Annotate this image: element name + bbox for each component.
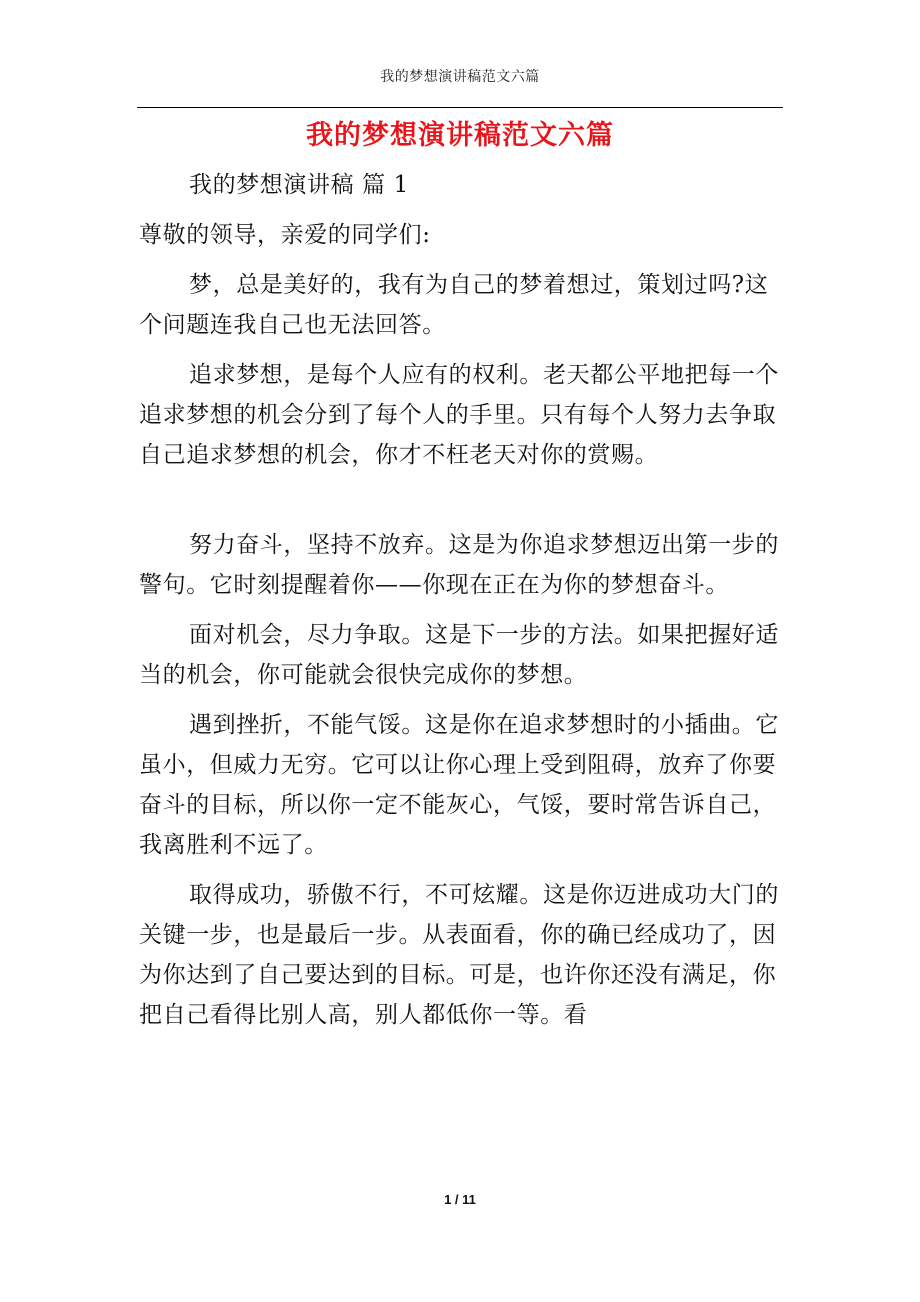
paragraph-1: 梦，总是美好的，我有为自己的梦着想过，策划过吗?这个问题连我自己也无法回答。 bbox=[139, 272, 769, 338]
paragraph-4: 面对机会，尽力争取。这是下一步的方法。如果把握好适当的机会，你可能就会很快完成你的梦想。 bbox=[139, 622, 779, 688]
running-header: 我的梦想演讲稿范文六篇 bbox=[380, 69, 540, 85]
paragraph-6: 取得成功，骄傲不行，不可炫耀。这是你迈进成功大门的关键一步，也是最后一步。从表面看，你的确已经成功了，因为你达到了自己要达到的目标。可是，也许你还没有满足，你把自己看得比别人高，别人都低你一等。看 bbox=[139, 882, 779, 1028]
document-body bbox=[139, 165, 779, 1045]
paragraph-5: 遇到挫折，不能气馁。这是你在追求梦想时的小插曲。它虽小，但威力无穷。它可以让你心理上受到阻碍，放弃了你要奋斗的目标，所以你一定不能灰心，气馁，要时常告诉自己，我离胜利不远了。 bbox=[139, 712, 779, 858]
document-title: 我的梦想演讲稿范文六篇 bbox=[306, 120, 614, 151]
page-number: 1 / 11 bbox=[444, 1192, 476, 1207]
salutation: 尊敬的领导，亲爱的同学们: bbox=[139, 222, 431, 248]
section-heading: 我的梦想演讲稿 篇 1 bbox=[189, 172, 409, 198]
paragraph-2: 追求梦想，是每个人应有的权利。老天都公平地把每一个追求梦想的机会分到了每个人的手里。只有每个人努力去争取自己追求梦想的机会，你才不枉老天对你的赏赐。 bbox=[139, 362, 779, 468]
header-divider bbox=[137, 107, 783, 108]
paragraph-3: 努力奋斗，坚持不放弃。这是为你追求梦想迈出第一步的警句。它时刻提醒着你——你现在正在为你的梦想奋斗。 bbox=[139, 532, 779, 598]
